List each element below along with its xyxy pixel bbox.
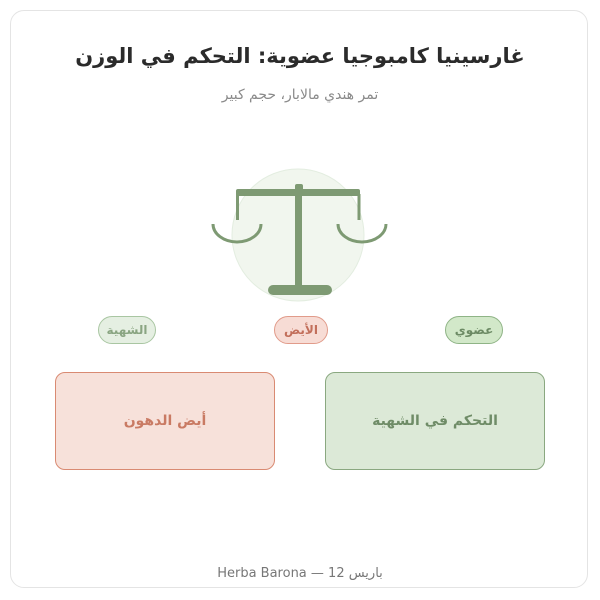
scale-column [295,190,302,288]
appetite-tag: الشهية [98,316,156,344]
metabolism-tag: الأيض [274,316,328,344]
appetite-control-card [325,372,545,470]
balance-scale-icon [200,160,400,310]
organic-tag: عضوي [445,316,503,344]
fat-metabolism-label: أيض الدهون [123,413,207,429]
fat-metabolism-card [55,372,275,470]
appetite-control-label: التحكم في الشهية [372,413,498,429]
footer [0,566,600,581]
page-title: غارسينيا كامبوجيا عضوية: التحكم في الوزن [75,44,525,68]
page-subtitle: تمر هندي مالابار، حجم كبير [221,87,379,103]
footer-text: Herba Barona — باريس 12 [217,566,383,581]
scale-base [268,285,332,295]
